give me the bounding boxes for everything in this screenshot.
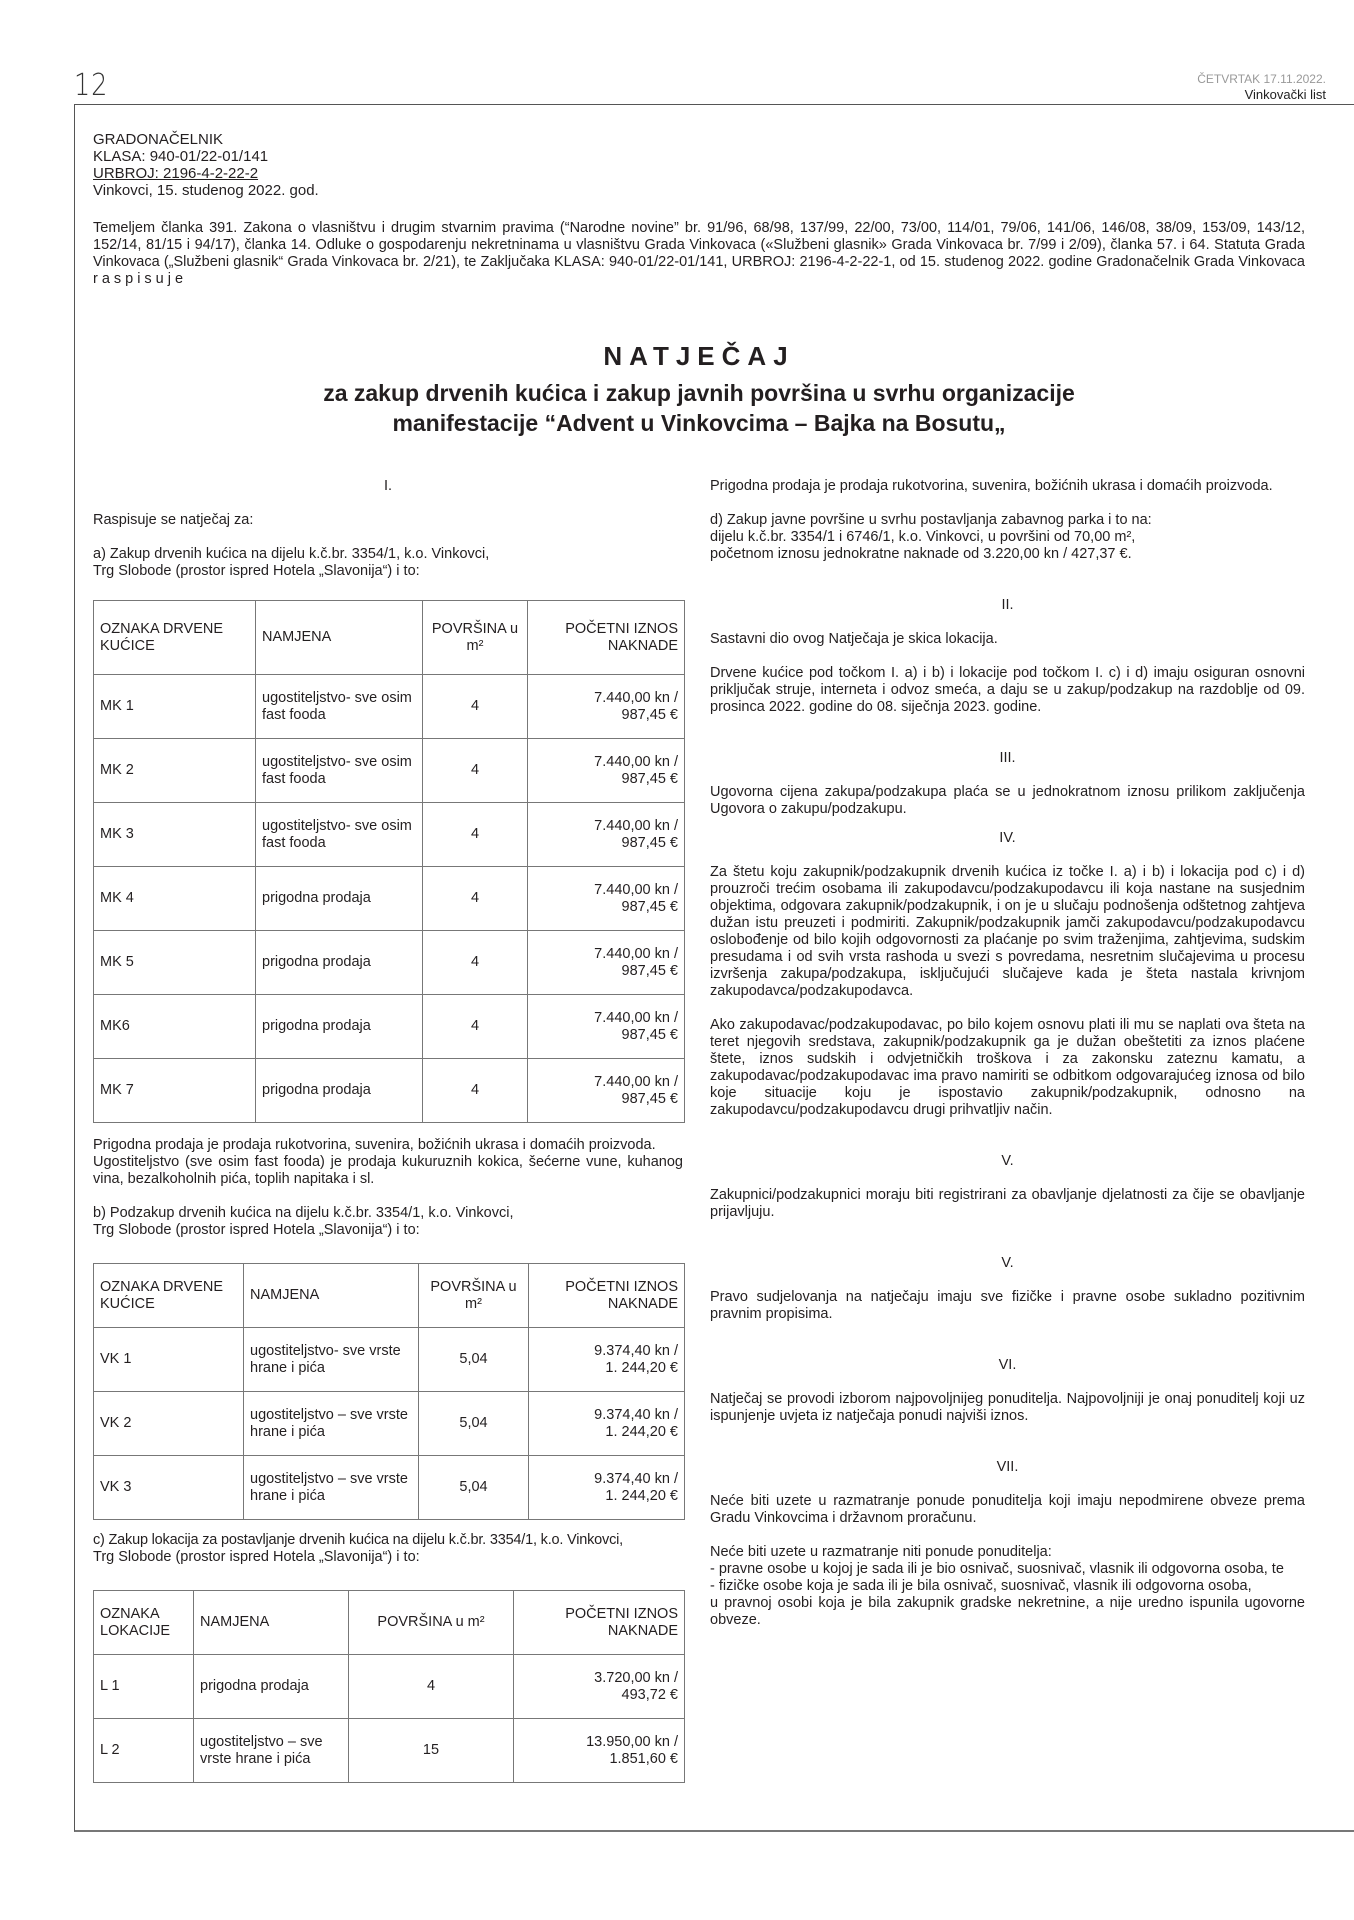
- publication-name: Vinkovački list: [1244, 87, 1326, 102]
- cell-iznos: [528, 739, 685, 803]
- subtitle-line-1: za zakup drvenih kućica i zakup javnih površina u svrhu organizacije: [323, 380, 1075, 406]
- cell-namjena: ugostiteljstvo- sve osim fast fooda: [256, 739, 423, 803]
- section-V-second-paragraph-1: Pravo sudjelovanja na natječaju imaju sve fizičke i pravne osobe sukladno pozitivnim pravnim propisima.: [710, 1289, 1305, 1322]
- section-VII-intro: Neće biti uzete u razmatranje niti ponude ponuditelja:: [710, 1544, 1052, 1560]
- section-heading-VI: VI.: [998, 1357, 1017, 1373]
- preamble: [93, 220, 1305, 288]
- note-prigodna: Prigodna prodaja je prodaja rukotvorina, suvenira, božićnih ukrasa i domaćih proizvoda.: [93, 1137, 656, 1153]
- cell-namjena: prigodna prodaja: [256, 1059, 423, 1123]
- section-VI-paragraph-1: Natječaj se provodi izborom najpovoljnijeg ponuditelja. Najpovoljniji je onaj ponuditelj koji uz ispunjenje uvjeta iz natječaja ponudi najviši iznos.: [710, 1391, 1305, 1424]
- item-c-line-1: c) Zakup lokacija za postavljanje drvenih kućica na dijelu k.č.br. 3354/1, k.o. Vinkovci,: [93, 1532, 624, 1548]
- table-row: [94, 1655, 685, 1719]
- cell-namjena: prigodna prodaja: [194, 1655, 349, 1719]
- amount-eur: 987,45 €: [621, 706, 678, 723]
- item-c-line-2: Trg Slobode (prostor ispred Hotela „Slavonija“) i to:: [93, 1549, 420, 1565]
- cell-iznos: [528, 1059, 685, 1123]
- table-row: [94, 995, 685, 1059]
- table-row: [94, 1456, 685, 1520]
- section-II-paragraph-2: Drvene kućice pod točkom I. a) i b) i lokacije pod točkom I. c) i d) imaju osiguran osnovni priključak struje, interneta i odvoz smeća, a daju se u zakup/podzakup na razdoblje od 09. prosinca 2022. godine do 08. siječnja 2023. godine.: [710, 665, 1305, 715]
- cell-povrsina: 15: [349, 1719, 514, 1783]
- amount-kn: 7.440,00 kn /: [594, 881, 678, 898]
- amount-eur: 987,45 €: [621, 770, 678, 787]
- section-V-paragraph-1: Zakupnici/podzakupnici moraju biti registrirani za obavljanje djelatnosti za čije se obavljanje prijavljuju.: [710, 1187, 1305, 1220]
- header-cell: POČETNI IZNOS NAKNADE: [529, 1264, 685, 1328]
- amount-kn: 7.440,00 kn /: [594, 1073, 678, 1090]
- section-VII-bullet-2: - fizičke osobe koja je sada ili je bila osnivač, suosnivač, vlasnik ili odgovorna osoba,: [710, 1578, 1252, 1594]
- cell-povrsina: 5,04: [419, 1328, 529, 1392]
- amount-kn: 7.440,00 kn /: [594, 753, 678, 770]
- cell-iznos: [529, 1392, 685, 1456]
- note-ugostiteljstvo: Ugostiteljstvo (sve osim fast fooda) je prodaja kukuruznih kokica, šećerne vune, kuhanog vina, bezalkoholnih pića, toplih napitaka i sl.: [93, 1154, 683, 1187]
- table-row: [94, 1059, 685, 1123]
- subtitle: [93, 378, 1305, 438]
- section-VII-end: u pravnoj osobi koja je bila zakupnik gradske nekretnine, a nije uredno ispunila ugovorne obveze.: [710, 1595, 1305, 1628]
- cell-povrsina: 4: [423, 1059, 528, 1123]
- section-heading-I: I.: [383, 478, 393, 494]
- amount-eur: 1.851,60 €: [609, 1750, 678, 1767]
- item-a-line-1: a) Zakup drvenih kućica na dijelu k.č.br. 3354/1, k.o. Vinkovci,: [93, 546, 490, 562]
- cell-oznaka: MK 1: [94, 675, 256, 739]
- page-title: NATJEČAJ: [603, 341, 795, 371]
- cell-povrsina: 4: [423, 675, 528, 739]
- amount-eur: 1. 244,20 €: [605, 1487, 678, 1504]
- table-b: [93, 1263, 685, 1520]
- cell-oznaka: L 1: [94, 1655, 194, 1719]
- running-header: [1197, 72, 1326, 102]
- amount-kn: 9.374,40 kn /: [594, 1470, 678, 1487]
- section-heading-V-second: V.: [1001, 1255, 1014, 1271]
- cell-namjena: ugostiteljstvo- sve osim fast fooda: [256, 675, 423, 739]
- item-a-line-2: Trg Slobode (prostor ispred Hotela „Slavonija“) i to:: [93, 563, 420, 579]
- note-prigodna-right: Prigodna prodaja je prodaja rukotvorina, suvenira, božićnih ukrasa i domaćih proizvoda.: [710, 478, 1273, 494]
- cell-namjena: ugostiteljstvo – sve vrste hrane i pića: [194, 1719, 349, 1783]
- header-cell: POVRŠINA u m²: [423, 601, 528, 675]
- cell-iznos: [528, 803, 685, 867]
- section-VII-bullet-1: - pravne osobe u kojoj je sada ili je bio osnivač, suosnivač, vlasnik ili odgovorna osoba, te: [710, 1561, 1284, 1577]
- section-III-paragraph-1: Ugovorna cijena zakupa/podzakupa plaća se u jednokratnom iznosu prilikom zaključenja Ugovora o zakupu/podzakupu.: [710, 784, 1305, 817]
- item-d-line-1: d) Zakup javne površine u svrhu postavljanja zabavnog parka i to na:: [710, 512, 1152, 528]
- cell-iznos: [528, 867, 685, 931]
- item-d-line-3: početnom iznosu jednokratne naknade od 3.220,00 kn / 427,37 €.: [710, 546, 1132, 562]
- cell-oznaka: VK 2: [94, 1392, 244, 1456]
- cell-oznaka: MK 3: [94, 803, 256, 867]
- amount-eur: 987,45 €: [621, 962, 678, 979]
- section-heading-IV: IV.: [999, 830, 1016, 846]
- section-IV-paragraph-1: Za štetu koju zakupnik/podzakupnik drvenih kućica iz točke I. a) i b) i lokacija pod c) i d) prouzroči trećim osobama ili zakupodavcu/podzakupodavcu ili koja nastane na susjednim objektima, odgovara zakupnik/podzakupnik, i on je u slučaju podnošenja odštetnog zahtjeva dužan istu preuzeti i podmiriti. Zakupnik/podzakupnik jamči zakupodavcu/podzakupodavcu oslobođenje od bilo kojih odgovornosti za plaćanje po svim traženjima, zahtjevima, sudskim presudama i od svih vrsta rashoda u svezi s povredama, nesretnim slučajevima u procesu izvršenja zakupa/podzakupa, isključujući slučajeve kada je šteta nastala krivnjom zakupodavca/podzakupodavca.: [710, 864, 1305, 999]
- table-header-row: [94, 601, 685, 675]
- amount-eur: 987,45 €: [621, 1090, 678, 1107]
- cell-povrsina: 5,04: [419, 1392, 529, 1456]
- cell-iznos: [528, 931, 685, 995]
- section-II-paragraph-1: Sastavni dio ovog Natječaja je skica lokacija.: [710, 631, 998, 647]
- section-heading-VII: VII.: [996, 1459, 1019, 1475]
- table-row: [94, 1719, 685, 1783]
- amount-kn: 3.720,00 kn /: [594, 1669, 678, 1686]
- amount-kn: 7.440,00 kn /: [594, 689, 678, 706]
- page-number: 12: [74, 68, 109, 103]
- preamble-text: Temeljem članka 391. Zakona o vlasništvu i drugim stvarnim pravima (“Narodne novine” br. 91/96, 68/98, 137/99, 22/00, 73/00, 114/01, 79/06, 141/06, 146/08, 38/09, 153/09, 143/12, 152/14, 81/15 i 94/17), članka 14. Odluke o gospodarenju nekretninama u vlasništvu Grada Vinkovaca («Službeni glasnik» Grada Vinkovaca br. 7/99 i 2/09), članka 57. i 64. Statuta Grada Vinkovaca („Službeni glasnik“ Grada Vinkovaca br. 2/21), te Zaključaka KLASA: 940-01/22-01/141, URBROJ: 2196-4-2-22-1, od 15. studenog 2022. godine Gradonačelnik Grada Vinkovaca: [93, 220, 1305, 270]
- section-VII-paragraph-1: Neće biti uzete u razmatranje ponude ponuditelja koji imaju nepodmirene obveze prema Gradu Vinkovcima i državnom proračunu.: [710, 1493, 1305, 1526]
- cell-iznos: [528, 675, 685, 739]
- table-row: [94, 1392, 685, 1456]
- cell-oznaka: L 2: [94, 1719, 194, 1783]
- cell-oznaka: MK 5: [94, 931, 256, 995]
- amount-eur: 493,72 €: [621, 1686, 678, 1703]
- cell-oznaka: MK 2: [94, 739, 256, 803]
- klasa: KLASA: 940-01/22-01/141: [93, 148, 269, 165]
- cell-povrsina: 4: [423, 739, 528, 803]
- cell-iznos: [514, 1655, 685, 1719]
- amount-kn: 9.374,40 kn /: [594, 1342, 678, 1359]
- table-c: [93, 1590, 685, 1783]
- header-cell: OZNAKA DRVENE KUĆICE: [94, 601, 256, 675]
- table-row: [94, 803, 685, 867]
- cell-povrsina: 4: [423, 803, 528, 867]
- table-a: [93, 600, 685, 1123]
- item-b-line-2: Trg Slobode (prostor ispred Hotela „Slavonija“) i to:: [93, 1222, 420, 1238]
- amount-eur: 987,45 €: [621, 834, 678, 851]
- table-header-row: [94, 1591, 685, 1655]
- header-cell: POVRŠINA u m²: [419, 1264, 529, 1328]
- cell-oznaka: VK 3: [94, 1456, 244, 1520]
- cell-povrsina: 4: [349, 1655, 514, 1719]
- cell-iznos: [529, 1456, 685, 1520]
- urbroj: URBROJ: 2196-4-2-22-2: [93, 165, 259, 182]
- cell-oznaka: MK6: [94, 995, 256, 1059]
- cell-namjena: prigodna prodaja: [256, 931, 423, 995]
- place-date: Vinkovci, 15. studenog 2022. god.: [93, 182, 319, 199]
- issue-date: ČETVRTAK 17.11.2022.: [1197, 72, 1326, 86]
- table-row: [94, 931, 685, 995]
- cell-iznos: [528, 995, 685, 1059]
- amount-kn: 7.440,00 kn /: [594, 945, 678, 962]
- cell-povrsina: 5,04: [419, 1456, 529, 1520]
- subtitle-line-2: manifestacije “Advent u Vinkovcima – Bajka na Bosutu„: [392, 410, 1006, 436]
- amount-eur: 987,45 €: [621, 898, 678, 915]
- title-block: [93, 340, 1305, 438]
- header-cell: NAMJENA: [256, 601, 423, 675]
- header-cell: NAMJENA: [194, 1591, 349, 1655]
- issuer: GRADONAČELNIK: [93, 131, 224, 148]
- cell-povrsina: 4: [423, 867, 528, 931]
- preamble-verb: raspisuje: [93, 271, 188, 287]
- header-cell: NAMJENA: [244, 1264, 419, 1328]
- amount-kn: 7.440,00 kn /: [594, 817, 678, 834]
- section-IV-paragraph-2: Ako zakupodavac/podzakupodavac, po bilo kojem osnovu plati ili mu se naplati ova šteta na teret njegovih sredstava, zakupnik/podzakupnik ga je dužan obeštetiti za iznos plaćene štete, iznos sudskih i odvjetničkih troškova i za zakonsku zateznu kamatu, a zakupodavac/podzakupodavac ima pravo namiriti se odbitkom odgovarajućeg iznosa od bilo koje situacije koju je ispostavio zakupnik/podzakupnik, odnosno na zakupodavcu/podzakupodavcu drugi prihvatljiv način.: [710, 1017, 1305, 1118]
- cell-namjena: ugostiteljstvo – sve vrste hrane i pića: [244, 1392, 419, 1456]
- cell-povrsina: 4: [423, 931, 528, 995]
- item-d-line-2: dijelu k.č.br. 3354/1 i 6746/1, k.o. Vinkovci, u površini od 70,00 m²,: [710, 529, 1136, 545]
- header-cell: OZNAKA DRVENE KUĆICE: [94, 1264, 244, 1328]
- amount-kn: 9.374,40 kn /: [594, 1406, 678, 1423]
- amount-kn: 7.440,00 kn /: [594, 1009, 678, 1026]
- amount-eur: 1. 244,20 €: [605, 1423, 678, 1440]
- cell-namjena: ugostiteljstvo – sve vrste hrane i pića: [244, 1456, 419, 1520]
- cell-namjena: prigodna prodaja: [256, 867, 423, 931]
- table-row: [94, 867, 685, 931]
- cell-oznaka: MK 4: [94, 867, 256, 931]
- cell-iznos: [529, 1328, 685, 1392]
- cell-oznaka: MK 7: [94, 1059, 256, 1123]
- table-row: [94, 1328, 685, 1392]
- amount-kn: 13.950,00 kn /: [586, 1733, 678, 1750]
- left-column: [93, 478, 683, 1783]
- amount-eur: 1. 244,20 €: [605, 1359, 678, 1376]
- section-heading-III: III.: [999, 750, 1016, 766]
- intro-text: Raspisuje se natječaj za:: [93, 512, 254, 528]
- cell-namjena: ugostiteljstvo- sve osim fast fooda: [256, 803, 423, 867]
- cell-oznaka: VK 1: [94, 1328, 244, 1392]
- cell-namjena: prigodna prodaja: [256, 995, 423, 1059]
- table-row: [94, 675, 685, 739]
- cell-namjena: ugostiteljstvo- sve vrste hrane i pića: [244, 1328, 419, 1392]
- right-column: [710, 478, 1305, 1629]
- header-cell: POČETNI IZNOS NAKNADE: [528, 601, 685, 675]
- item-b-line-1: b) Podzakup drvenih kućica na dijelu k.č.br. 3354/1, k.o. Vinkovci,: [93, 1205, 514, 1221]
- section-heading-V: V.: [1001, 1153, 1014, 1169]
- cell-povrsina: 4: [423, 995, 528, 1059]
- header-cell: POVRŠINA u m²: [349, 1591, 514, 1655]
- cell-iznos: [514, 1719, 685, 1783]
- document-header: [93, 131, 319, 199]
- header-cell: POČETNI IZNOS NAKNADE: [514, 1591, 685, 1655]
- header-cell: OZNAKA LOKACIJE: [94, 1591, 194, 1655]
- table-row: [94, 739, 685, 803]
- amount-eur: 987,45 €: [621, 1026, 678, 1043]
- section-heading-II: II.: [1001, 597, 1014, 613]
- table-header-row: [94, 1264, 685, 1328]
